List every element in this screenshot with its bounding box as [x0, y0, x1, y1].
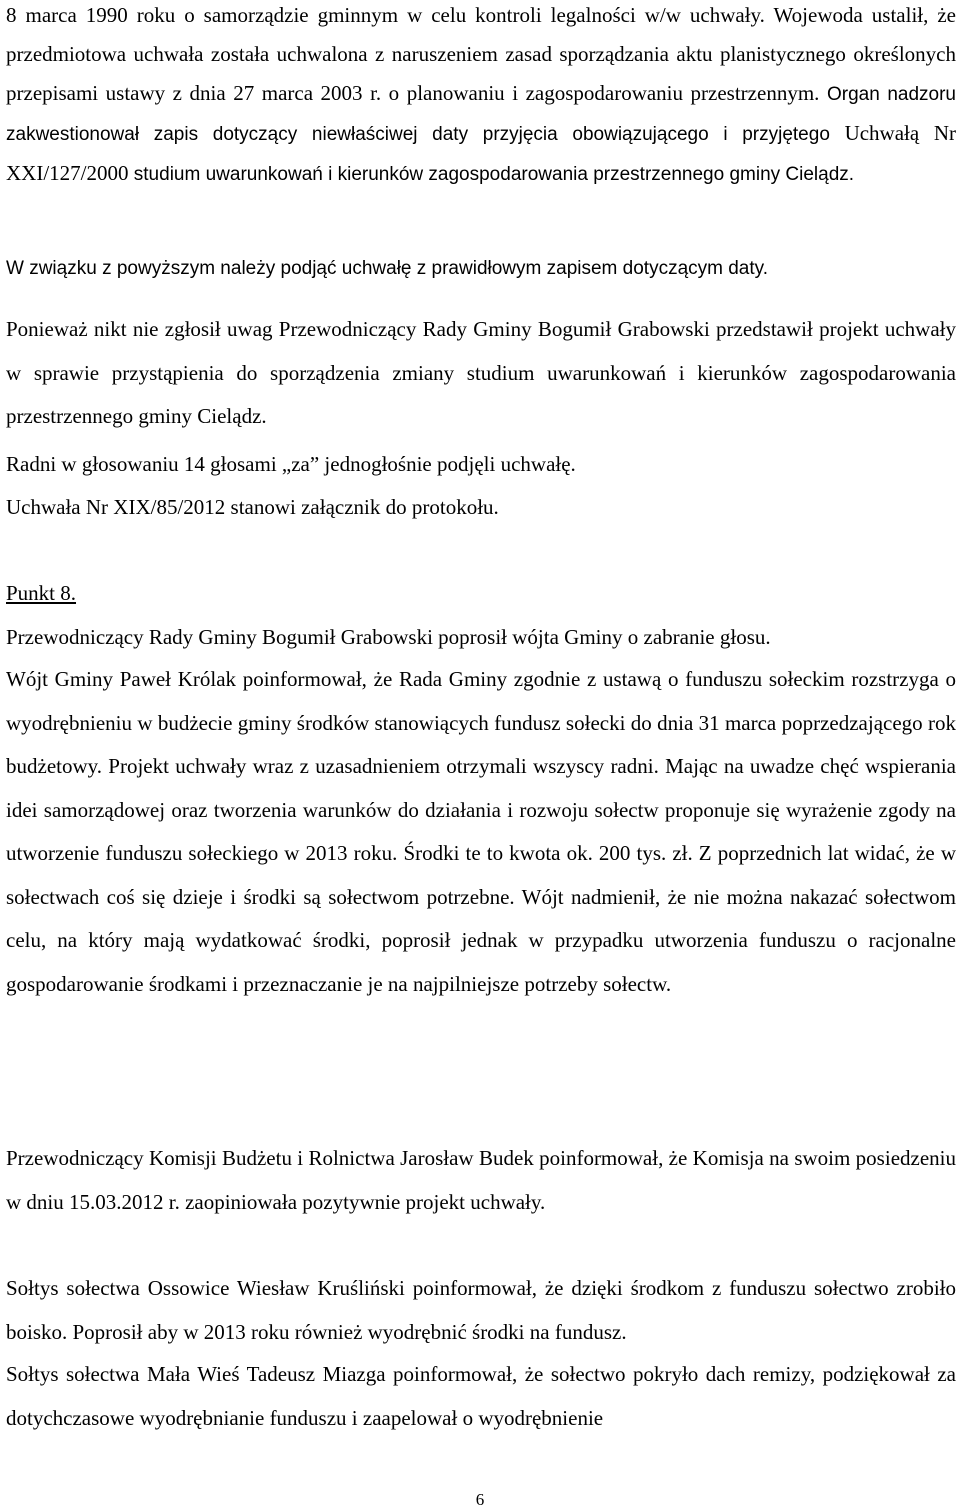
paragraph-w-zwiazku: W związku z powyższym należy podjąć uchwałę z prawidłowym zapisem dotyczącym daty.	[6, 258, 769, 279]
paragraph-soltys-ossowice: Sołtys sołectwa Ossowice Wiesław Kruśliński poinformował, że dzięki środkom z funduszu sołectwo zrobiło boisko. Poprosił aby w 2013 roku również wyodrębnić środki na fundusz.	[6, 1276, 956, 1344]
paragraph-zalacznik: Uchwała Nr XIX/85/2012 stanowi załącznik do protokołu.	[6, 495, 499, 519]
section-heading-punkt-8: Punkt 8.	[6, 581, 77, 605]
paragraph-text-uchwala: Uchwałą Nr XXI/127/2000	[6, 121, 956, 185]
paragraph-text: 8 marca 1990 roku o samorządzie gminnym w celu kontroli legalności w/w uchwały. Wojewoda ustalił, że przedmiotowa uchwała została uchwalona z naruszeniem zasad sporządzania aktu planistycznego określonych przepisami ustawy z dnia 27 marca 2003 r. o planowaniu i zagospodarowaniu przestrzennym.	[6, 3, 956, 105]
paragraph-komisja-budzetu: Przewodniczący Komisji Budżetu i Rolnictwa Jarosław Budek poinformował, że Komisja na swoim posiedzeniu w dniu 15.03.2012 r. zaopiniowała pozytywnie projekt uchwały.	[6, 1146, 956, 1214]
paragraph-text-organ: Organ nadzoru zakwestionował zapis dotyczący niewłaściwej daty przyjęcia obowiązującego i przyjętego	[6, 84, 956, 145]
paragraph-poniewaz: Ponieważ nikt nie zgłosił uwag Przewodniczący Rady Gminy Bogumił Grabowski przedstawił projekt uchwały w sprawie przystąpienia do sporządzenia zmiany studium uwarunkowań i kierunków zagospodarowania przestrzennego gminy Cielądz.	[6, 317, 956, 428]
paragraph-text-studium: studium uwarunkowań i kierunków zagospodarowania przestrzennego gminy Cielądz.	[128, 164, 855, 185]
paragraph-glosowanie: Radni w głosowaniu 14 głosami „za” jednogłośnie podjęli uchwałę.	[6, 452, 576, 476]
paragraph-soltys-mala-wies: Sołtys sołectwa Mała Wieś Tadeusz Miazga poinformował, że sołectwo pokryło dach remizy, podziękował za dotychczasowe wyodrębnianie funduszu i zaapelował o wyodrębnienie	[6, 1362, 956, 1430]
paragraph-wojewoda	[6, 0, 956, 194]
paragraph-wojt-informuje: Wójt Gminy Paweł Królak poinformował, że Rada Gminy zgodnie z ustawą o funduszu sołeckim rozstrzyga o wyodrębnieniu w budżecie gminy środków stanowiących fundusz sołecki do dnia 31 marca poprzedzającego rok budżetowy. Projekt uchwały wraz z uzasadnieniem otrzymali wszyscy radni. Mając na uwadze chęć wspierania idei samorządowej oraz tworzenia warunków do działania i rozwoju sołectw proponuje się wyrażenie zgody na utworzenie funduszu sołeckiego w 2013 roku. Środki te to kwota ok. 200 tys. zł. Z poprzednich lat widać, że w sołectwach coś się dzieje i środki są sołectwom potrzebne. Wójt nadmienił, że nie można nakazać sołectwom celu, na który mają wydatkować środki, poprosił jednak w przypadku utworzenia funduszu o racjonalne gospodarowanie środkami i przeznaczanie je na najpilniejsze potrzeby sołectw.	[6, 667, 956, 996]
page-number: 6	[475, 1490, 485, 1509]
paragraph-przewodniczacy-prosi: Przewodniczący Rady Gminy Bogumił Grabowski poprosił wójta Gminy o zabranie głosu.	[6, 625, 771, 649]
